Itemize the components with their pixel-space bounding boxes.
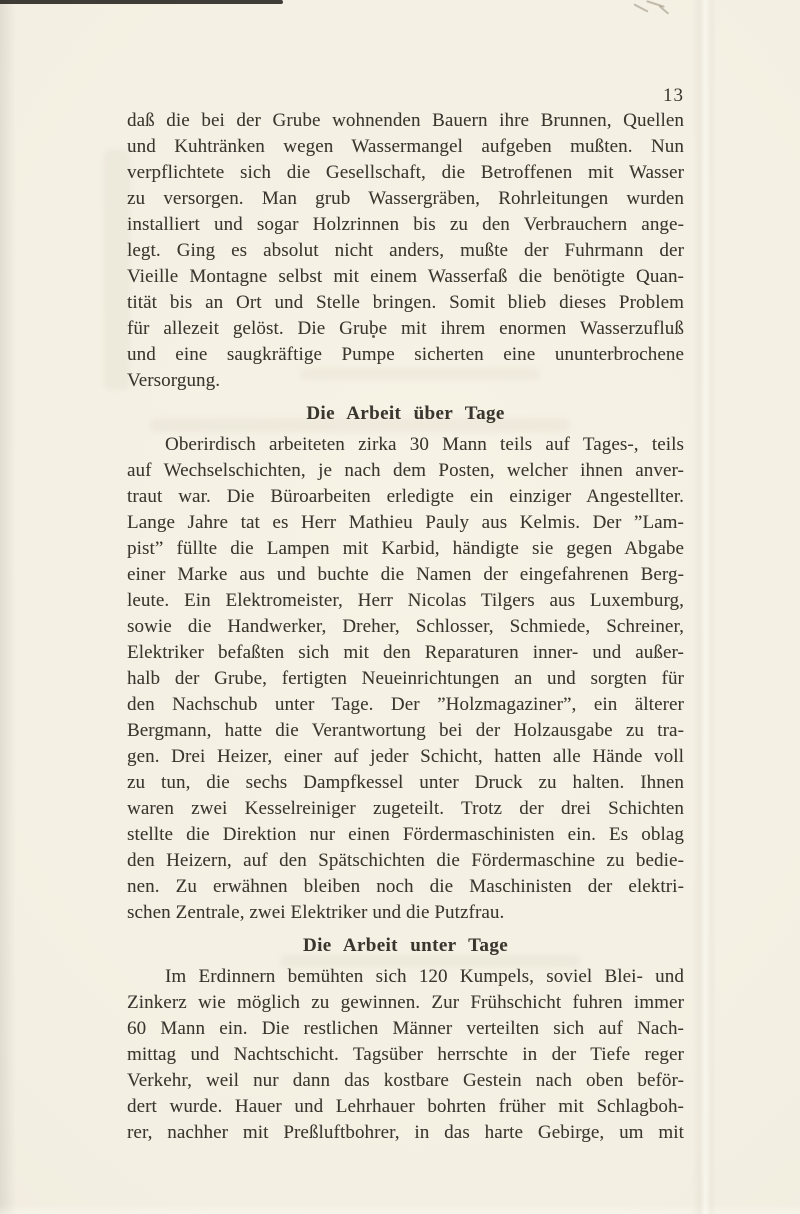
- section-heading: Die Arbeit über Tage: [306, 403, 505, 424]
- text-line: Lange Jahre tat es Herr Mathieu Pauly aus Kelmis. Der ”Lam-: [127, 512, 684, 533]
- text-line: verpflichtete sich die Gesellschaft, die Betroffenen mit Wasser: [127, 162, 684, 183]
- text-line: tität bis an Ort und Stelle bringen. Somit blieb dieses Problem: [127, 292, 684, 313]
- text-line: für allezeit gelöst. Die Grube mit ihrem enormen Wasserzufluß: [127, 318, 684, 339]
- text-line: den Heizern, auf den Spätschichten die Fördermaschine zu bedie-: [127, 850, 684, 871]
- text-line: Bergmann, hatte die Verantwortung bei der Holzausgabe zu tra-: [127, 720, 684, 741]
- page-left-edge-shadow: [0, 0, 16, 1214]
- text-line: zu tun, die sechs Dampfkessel unter Druck zu halten. Ihnen: [127, 772, 684, 793]
- text-line: Elektriker befaßten sich mit den Reparaturen inner- und außer-: [127, 642, 684, 663]
- text-line: rer, nachher mit Preßluftbohrer, in das harte Gebirge, um mit: [127, 1122, 684, 1143]
- text-line: waren zwei Kesselreiniger zugeteilt. Trotz der drei Schichten: [127, 798, 684, 819]
- page-crease: [692, 0, 716, 1214]
- text-line: auf Wechselschichten, je nach dem Posten, welcher ihnen anver-: [127, 460, 684, 481]
- text-line: und Kuhtränken wegen Wassermangel aufgeben mußten. Nun: [127, 136, 684, 157]
- text-line: zu versorgen. Man grub Wassergräben, Rohrleitungen wurden: [127, 188, 684, 209]
- text-line: traut war. Die Büroarbeiten erledigte ein einziger Angestellter.: [127, 486, 684, 507]
- paragraph: [127, 964, 684, 1146]
- text-line: daß die bei der Grube wohnenden Bauern ihre Brunnen, Quellen: [127, 110, 684, 131]
- section-heading: Die Arbeit unter Tage: [302, 935, 509, 956]
- text-line: dert wurde. Hauer und Lehrhauer bohrten früher mit Schlagboh-: [127, 1096, 684, 1117]
- text-line: den Nachschub unter Tage. Der ”Holzmagaziner”, ein älterer: [127, 694, 684, 715]
- text-line: pist” füllte die Lampen mit Karbid, händigte sie gegen Abgabe: [127, 538, 684, 559]
- text-line: schen Zentrale, zwei Elektriker und die Putzfrau.: [127, 902, 505, 923]
- page-bottom-edge-light: [0, 1204, 800, 1214]
- text-line: installiert und sogar Holzrinnen bis zu den Verbrauchern ange-: [127, 214, 684, 235]
- text-line: Vieille Montagne selbst mit einem Wasserfaß die benötigte Quan-: [127, 266, 684, 287]
- text-line: gen. Drei Heizer, einer auf jeder Schicht, hatten alle Hände voll: [127, 746, 684, 767]
- text-line: Zinkerz wie möglich zu gewinnen. Zur Frühschicht fuhren immer: [127, 992, 684, 1013]
- text-line: nen. Zu erwähnen bleiben noch die Maschinisten der elektri-: [127, 876, 684, 897]
- text-line: sowie die Handwerker, Dreher, Schlosser, Schmiede, Schreiner,: [127, 616, 684, 637]
- pencil-mark: [633, 3, 648, 12]
- paragraph: [127, 108, 684, 394]
- body-text: [127, 108, 684, 1146]
- text-line: 60 Mann ein. Die restlichen Männer verteilten sich auf Nach-: [127, 1018, 684, 1039]
- text-line: Im Erdinnern bemühten sich 120 Kumpels, soviel Blei- und: [165, 966, 684, 987]
- text-line: Verkehr, weil nur dann das kostbare Gestein nach oben beför-: [127, 1070, 684, 1091]
- text-line: leute. Ein Elektromeister, Herr Nicolas Tilgers aus Luxemburg,: [127, 590, 684, 611]
- text-line: Versorgung.: [127, 370, 221, 391]
- paragraph: [127, 432, 684, 926]
- text-line: einer Marke aus und buchte die Namen der eingefahrenen Berg-: [127, 564, 684, 585]
- text-line: legt. Ging es absolut nicht anders, mußte der Fuhrmann der: [127, 240, 684, 261]
- text-line: mittag und Nachtschicht. Tagsüber herrschte in der Tiefe reger: [127, 1044, 684, 1065]
- page-number: 13: [663, 85, 684, 106]
- text-line: und eine saugkräftige Pumpe sicherten eine ununterbrochene: [127, 344, 684, 365]
- scan-artifact-strip: [0, 0, 283, 4]
- text-line: stellte die Direktion nur einen Fördermaschinisten ein. Es oblag: [127, 824, 684, 845]
- text-line: Oberirdisch arbeiteten zirka 30 Mann teils auf Tages-, teils: [165, 434, 684, 455]
- text-line: halb der Grube, fertigten Neueinrichtungen an und sorgten für: [127, 668, 684, 689]
